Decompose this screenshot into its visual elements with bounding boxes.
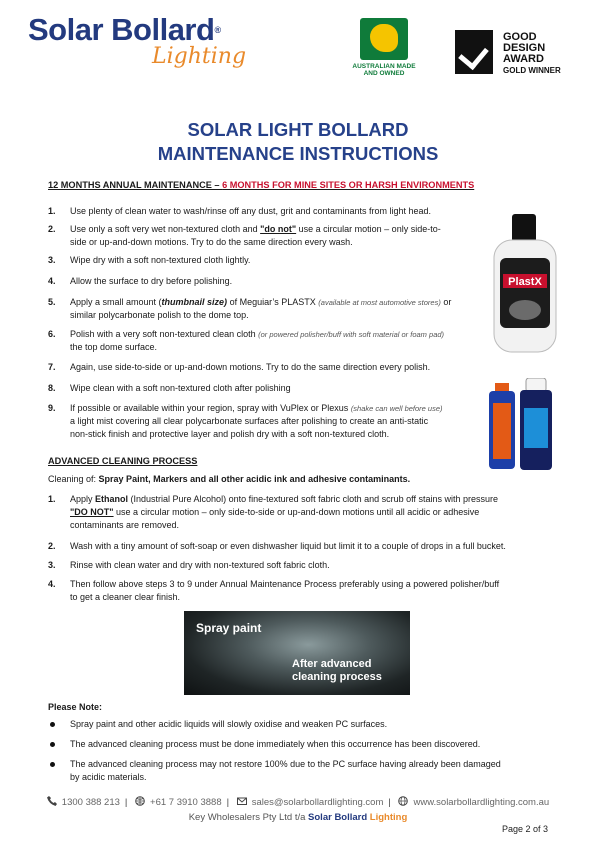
vuplex-can-image xyxy=(487,383,517,469)
aus-badge-text: AUSTRALIAN MADE AND OWNED xyxy=(352,63,416,77)
web-icon xyxy=(398,796,408,806)
gda-line3: AWARD xyxy=(503,53,544,65)
email-icon xyxy=(237,796,247,806)
footer-company: Key Wholesalers Pty Ltd t/a Solar Bollard Lighting xyxy=(188,812,408,823)
advanced-intro: Cleaning of: Spray Paint, Markers and all other acidic ink and adhesive contaminants. xyxy=(48,474,411,484)
gda-line1: GOOD xyxy=(503,31,537,43)
footer-phone[interactable]: 1300 388 213 xyxy=(61,797,120,808)
bullet-icon xyxy=(50,762,55,767)
notes-heading: Please Note: xyxy=(48,702,103,712)
title-line2: MAINTENANCE INSTRUCTIONS xyxy=(157,143,439,164)
checkmark-icon xyxy=(455,30,493,74)
page-number: Page 2 of 3 xyxy=(501,824,548,834)
bullet-icon xyxy=(50,742,55,747)
kangaroo-icon xyxy=(360,18,408,60)
annual-heading-b: 6 MONTHS FOR MINE SITES OR HARSH ENVIRONMENTS xyxy=(222,180,475,190)
footer-web[interactable]: www.solarbollardlighting.com.au xyxy=(413,797,550,808)
photo-label-after: After advanced cleaning process xyxy=(292,658,382,683)
plastx-bottle-image xyxy=(490,214,560,354)
plexus-can-image xyxy=(518,378,554,470)
annual-heading-a: 12 MONTHS ANNUAL MAINTENANCE – xyxy=(48,180,223,190)
registered-mark: ® xyxy=(214,25,221,35)
gda-line2: DESIGN xyxy=(503,42,546,54)
svg-text:PlastX: PlastX xyxy=(508,276,542,288)
brand-logo xyxy=(28,12,247,69)
footer-contacts: 1300 388 213 | +61 7 3910 3888 | sales@solarbollardlighting.com | www.solarbollardlighting.com.au xyxy=(0,796,596,808)
australian-made-logo xyxy=(345,18,423,77)
footer-email[interactable]: sales@solarbollardlighting.com xyxy=(251,797,384,808)
bullet-icon xyxy=(50,722,55,727)
annual-heading xyxy=(48,180,474,190)
footer-fax[interactable]: +61 7 3910 3888 xyxy=(150,797,222,808)
title-line1: SOLAR LIGHT BOLLARD xyxy=(187,119,409,140)
gda-line4: GOLD WINNER xyxy=(503,66,561,75)
cleaning-comparison-photo xyxy=(184,611,410,695)
page-title xyxy=(0,118,596,166)
fax-icon xyxy=(135,796,145,806)
brand-name: Solar Bollard xyxy=(28,12,215,47)
photo-label-before: Spray paint xyxy=(196,621,262,635)
brand-script: Lighting xyxy=(152,44,247,69)
phone-icon xyxy=(47,796,57,806)
advanced-heading: ADVANCED CLEANING PROCESS xyxy=(48,456,198,466)
